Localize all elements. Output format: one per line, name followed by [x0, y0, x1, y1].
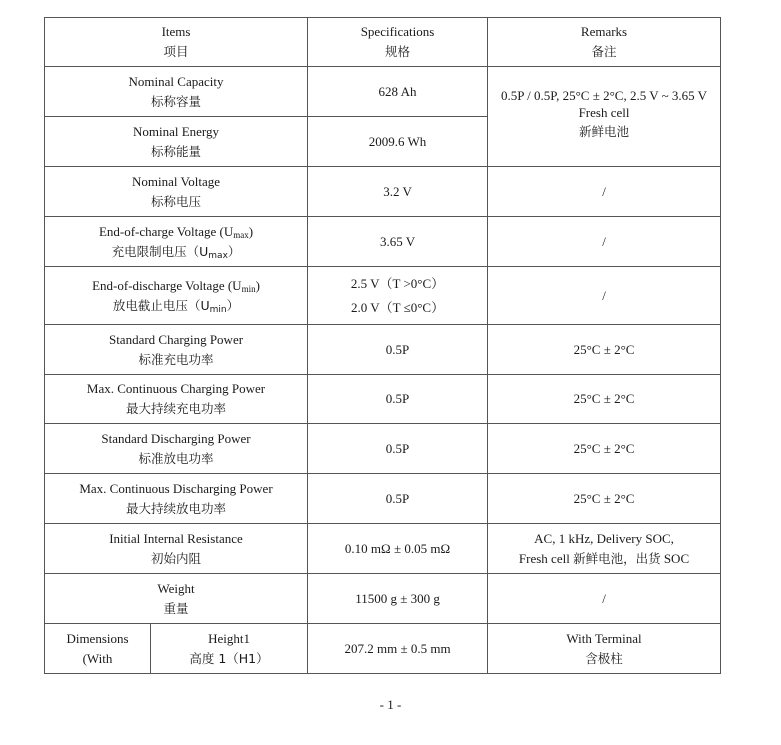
header-remarks: Remarks 备注	[488, 18, 721, 67]
table-row	[45, 67, 721, 117]
remark-standard-charging-power: 25°C ± 2°C	[488, 325, 721, 375]
specification-table	[44, 17, 721, 674]
header-items: Items 项目	[45, 18, 308, 67]
spec-nominal-capacity: 628 Ah	[308, 67, 488, 117]
remark-capacity-energy: 0.5P / 0.5P, 25°C ± 2°C, 2.5 V ~ 3.65 V Fresh cell 新鲜电池	[488, 67, 721, 167]
spec-max-continuous-discharging-power: 0.5P	[308, 474, 488, 524]
item-nominal-energy: Nominal Energy 标称能量	[45, 117, 308, 167]
item-max-continuous-discharging-power: Max. Continuous Discharging Power 最大持续放电功率	[45, 474, 308, 524]
item-max-continuous-charging-power: Max. Continuous Charging Power 最大持续充电功率	[45, 375, 308, 424]
spec-max-continuous-charging-power: 0.5P	[308, 375, 488, 424]
spec-nominal-energy: 2009.6 Wh	[308, 117, 488, 167]
table-row	[45, 167, 721, 217]
spec-initial-internal-resistance: 0.10 mΩ ± 0.05 mΩ	[308, 524, 488, 574]
table-header-row	[45, 18, 721, 67]
item-end-of-discharge-voltage: End-of-discharge Voltage $(U_{min})$ 放电截止电压$(U_{min})$	[45, 267, 308, 325]
page-number: - 1 -	[379, 697, 402, 712]
table-row	[45, 217, 721, 267]
table-row	[45, 574, 721, 624]
spec-height1: 207.2 mm ± 0.5 mm	[308, 624, 488, 674]
table-row	[45, 325, 721, 375]
item-dimensions: Dimensions (With	[45, 624, 151, 674]
item-initial-internal-resistance: Initial Internal Resistance 初始内阻	[45, 524, 308, 574]
remark-end-of-discharge-voltage: /	[488, 267, 721, 325]
table-row	[45, 267, 721, 325]
table-row	[45, 624, 721, 674]
remark-max-continuous-charging-power: 25°C ± 2°C	[488, 375, 721, 424]
spec-end-of-charge-voltage: 3.65 V	[308, 217, 488, 267]
remark-max-continuous-discharging-power: 25°C ± 2°C	[488, 474, 721, 524]
table-row	[45, 524, 721, 574]
remark-weight: /	[488, 574, 721, 624]
spec-weight: 11500 g ± 300 g	[308, 574, 488, 624]
table-row	[45, 375, 721, 424]
item-standard-discharging-power: Standard Discharging Power 标准放电功率	[45, 424, 308, 474]
item-nominal-voltage: Nominal Voltage 标称电压	[45, 167, 308, 217]
spec-standard-discharging-power: 0.5P	[308, 424, 488, 474]
item-height1: Height1 高度 1（H1）	[151, 624, 308, 674]
table-row	[45, 474, 721, 524]
remark-end-of-charge-voltage: /	[488, 217, 721, 267]
item-standard-charging-power: Standard Charging Power 标准充电功率	[45, 325, 308, 375]
spec-nominal-voltage: 3.2 V	[308, 167, 488, 217]
remark-height1: With Terminal 含极柱	[488, 624, 721, 674]
remark-standard-discharging-power: 25°C ± 2°C	[488, 424, 721, 474]
item-end-of-charge-voltage: End-of-charge Voltage $(U_{max})$ 充电限制电压$(U_{max})$	[45, 217, 308, 267]
spec-end-of-discharge-voltage: 2.5 V（T >0°C） 2.0 V（T ≤0°C）	[308, 267, 488, 325]
table-row	[45, 424, 721, 474]
header-specifications: Specifications 规格	[308, 18, 488, 67]
item-weight: Weight 重量	[45, 574, 308, 624]
spec-standard-charging-power: 0.5P	[308, 325, 488, 375]
remark-nominal-voltage: /	[488, 167, 721, 217]
item-nominal-capacity: Nominal Capacity 标称容量	[45, 67, 308, 117]
remark-initial-internal-resistance: AC, 1 kHz, Delivery SOC, Fresh cell 新鲜电池，出货 SOC	[488, 524, 721, 574]
